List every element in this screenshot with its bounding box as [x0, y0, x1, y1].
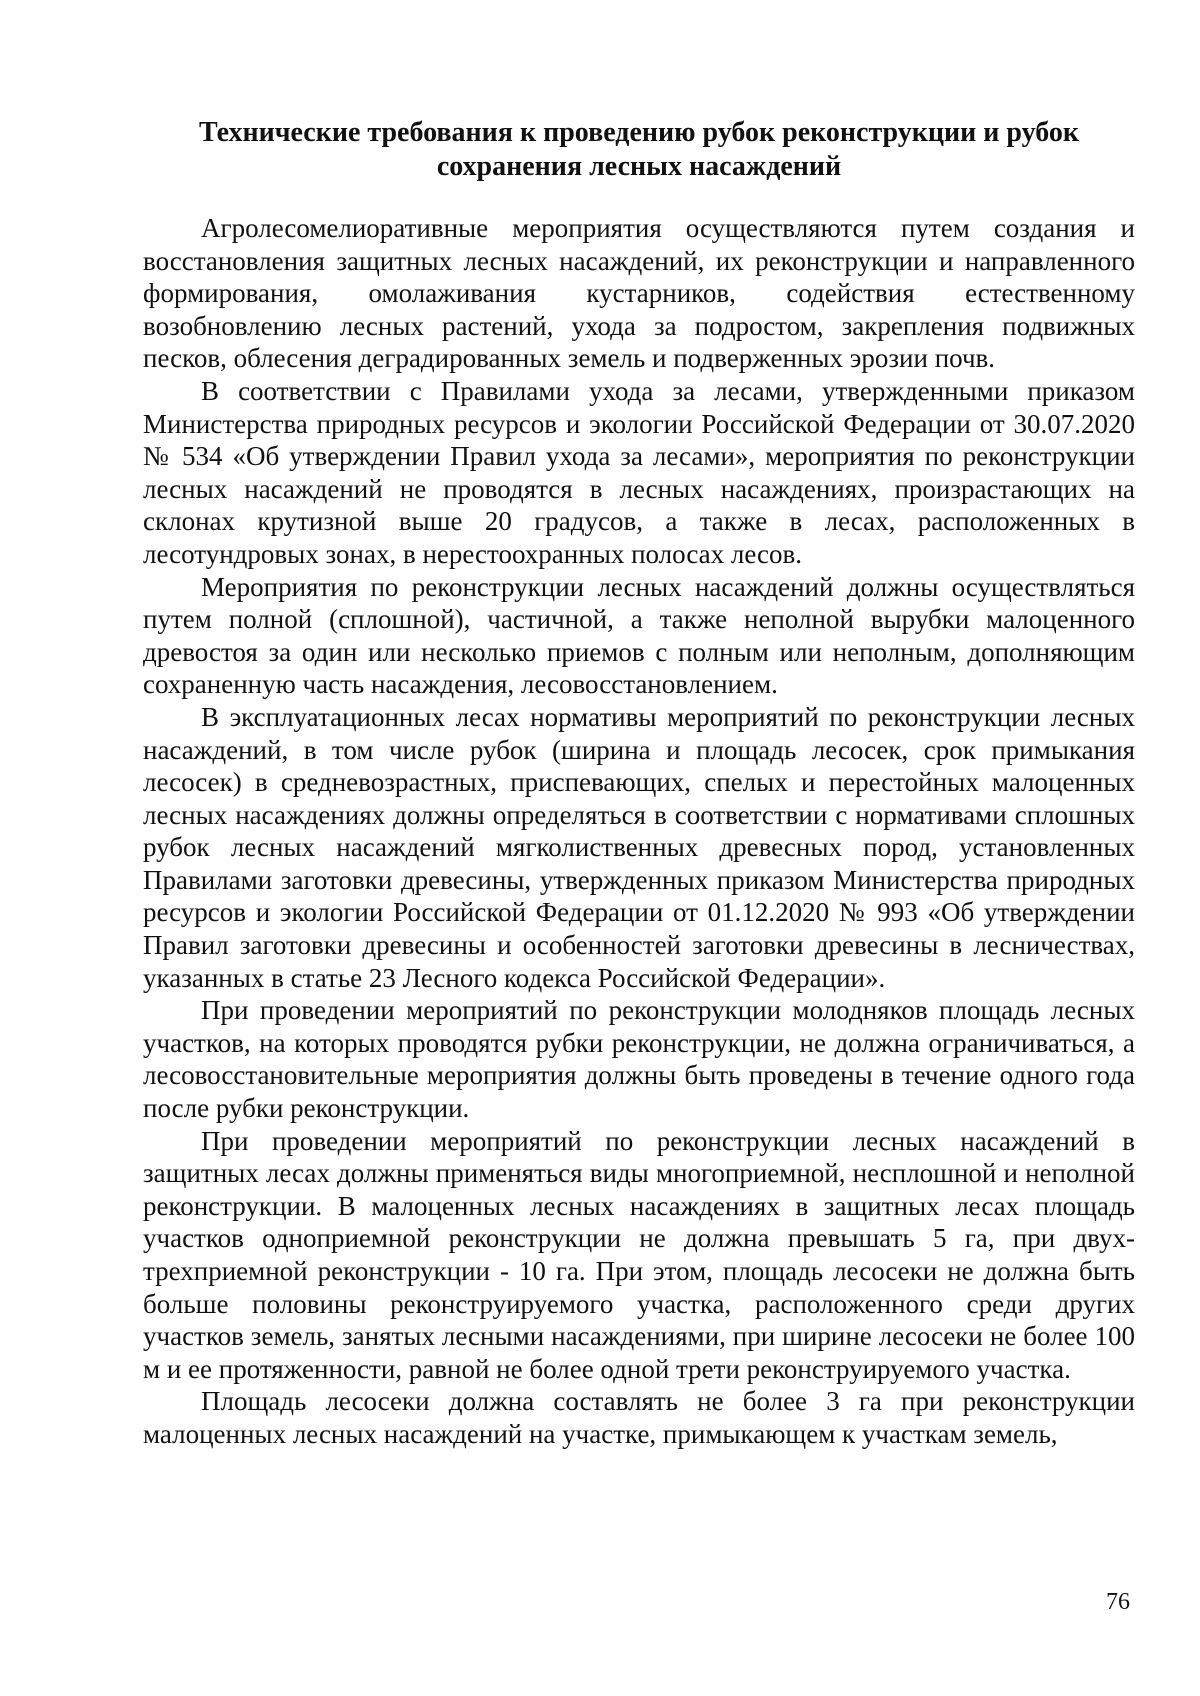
paragraph: При проведении мероприятий по реконструкции молодняков площадь лесных участков, на которых проводятся рубки реконструкции, не должна ограничиваться, а лесовосстановительные мероприятия должны быть проведены в течение одного года после рубки реконструкции.	[143, 995, 1135, 1124]
paragraph: Агролесомелиоративные мероприятия осуществляются путем создания и восстановления защитных лесных насаждений, их реконструкции и направленного формирования, омолаживания кустарников, содействия естественному возобновлению лесных растений, ухода за подростом, закрепления подвижных песков, облесения деградированных земель и подверженных эрозии почв.	[143, 213, 1135, 374]
paragraph: Площадь лесосеки должна составлять не более 3 га при реконструкции малоценных лесных насаждений на участке, примыкающем к участкам земель,	[143, 1386, 1135, 1449]
page-number: 76	[1106, 1589, 1130, 1615]
document-title	[143, 116, 1135, 184]
paragraph: В соответствии с Правилами ухода за лесами, утвержденными приказом Министерства природных ресурсов и экологии Российской Федерации от 30.07.2020 № 534 «Об утверждении Правил ухода за лесами», мероприятия по реконструкции лесных насаждений не проводятся в лесных насаждениях, произрастающих на склонах крутизной выше 20 градусов, а также в лесах, расположенных в лесотундровых зонах, в нерестоохранных полосах лесов.	[143, 375, 1135, 569]
title-line-2: сохранения лесных насаждений	[436, 151, 842, 182]
paragraph: В эксплуатационных лесах нормативы мероприятий по реконструкции лесных насаждений, в том числе рубок (ширина и площадь лесосек, срок примыкания лесосек) в средневозрастных, приспевающих, спелых и перестойных малоценных лесных насаждениях должны определяться в соответствии с нормативами сплошных рубок лесных насаждений мягколиственных древесных пород, установленных Правилами заготовки древесины, утвержденных приказом Министерства природных ресурсов и экологии Российской Федерации от 01.12.2020 № 993 «Об утверждении Правил заготовки древесины и особенностей заготовки древесины в лесничествах, указанных в статье 23 Лесного кодекса Российской Федерации».	[143, 701, 1135, 993]
document-body	[143, 212, 1135, 1451]
paragraph: Мероприятия по реконструкции лесных насаждений должны осуществляться путем полной (сплошной), частичной, а также неполной вырубки малоценного древостоя за один или несколько приемов с полным или неполным, дополняющим сохраненную часть насаждения, лесовосстановлением.	[143, 571, 1135, 700]
title-line-1: Технические требования к проведению рубок реконструкции и рубок	[198, 117, 1080, 148]
paragraph: При проведении мероприятий по реконструкции лесных насаждений в защитных лесах должны применяться виды многоприемной, несплошной и неполной реконструкции. В малоценных лесных насаждениях в защитных лесах площадь участков одноприемной реконструкции не должна превышать 5 га, при двух-трехприемной реконструкции - 10 га. При этом, площадь лесосеки не должна быть больше половины реконструируемого участка, расположенного среди других участков земель, занятых лесными насаждениями, при ширине лесосеки не более 100 м и ее протяженности, равной не более одной трети реконструируемого участка.	[143, 1125, 1135, 1384]
